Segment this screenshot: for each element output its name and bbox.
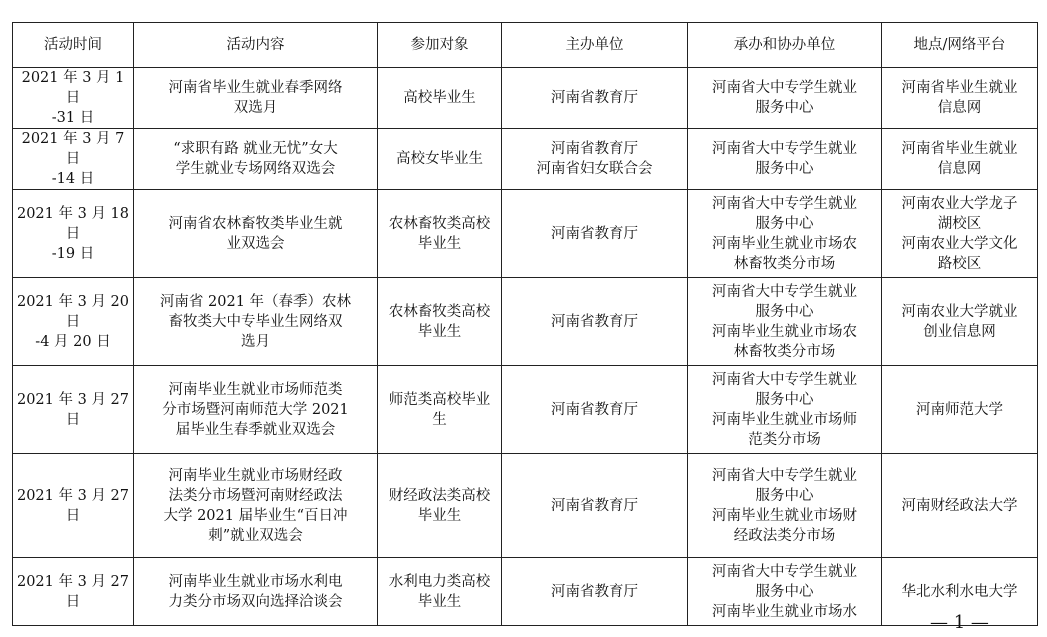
cell-participants: 农林畜牧类高校 毕业生 xyxy=(378,278,502,366)
cell-time: 2021 年 3 月 27 日 xyxy=(13,454,134,558)
cell-participants: 财经政法类高校 毕业生 xyxy=(378,454,502,558)
header-content: 活动内容 xyxy=(134,23,378,68)
cell-venue: 河南农业大学就业 创业信息网 xyxy=(882,278,1038,366)
event-schedule-table xyxy=(12,22,1038,626)
cell-participants: 师范类高校毕业 生 xyxy=(378,366,502,454)
cell-participants: 农林畜牧类高校 毕业生 xyxy=(378,190,502,278)
cell-organizers: 河南省大中专学生就业 服务中心 河南毕业生就业市场水 xyxy=(688,558,882,626)
table-row xyxy=(13,366,1038,454)
cell-venue: 华北水利水电大学 xyxy=(882,558,1038,626)
header-participants: 参加对象 xyxy=(378,23,502,68)
cell-content: 河南毕业生就业市场师范类 分市场暨河南师范大学 2021 届毕业生春季就业双选会 xyxy=(134,366,378,454)
cell-host: 河南省教育厅 xyxy=(502,278,688,366)
cell-organizers: 河南省大中专学生就业 服务中心 河南毕业生就业市场农 林畜牧类分市场 xyxy=(688,190,882,278)
cell-venue: 河南省毕业生就业 信息网 xyxy=(882,68,1038,129)
table-row xyxy=(13,129,1038,190)
cell-time: 2021 年 3 月 18 日 -19 日 xyxy=(13,190,134,278)
cell-time: 2021 年 3 月 27 日 xyxy=(13,366,134,454)
header-venue: 地点/网络平台 xyxy=(882,23,1038,68)
cell-participants: 高校女毕业生 xyxy=(378,129,502,190)
page-number: — 1 — xyxy=(930,612,989,633)
cell-host: 河南省教育厅 xyxy=(502,68,688,129)
cell-venue: 河南师范大学 xyxy=(882,366,1038,454)
table-row xyxy=(13,68,1038,129)
cell-host: 河南省教育厅 xyxy=(502,190,688,278)
cell-organizers: 河南省大中专学生就业 服务中心 xyxy=(688,68,882,129)
header-organizers: 承办和协办单位 xyxy=(688,23,882,68)
cell-content: 河南毕业生就业市场财经政 法类分市场暨河南财经政法 大学 2021 届毕业生“百日冲 刺”就业双选会 xyxy=(134,454,378,558)
cell-participants: 高校毕业生 xyxy=(378,68,502,129)
cell-content: 河南省毕业生就业春季网络 双选月 xyxy=(134,68,378,129)
cell-content: “求职有路 就业无忧”女大 学生就业专场网络双选会 xyxy=(134,129,378,190)
header-time: 活动时间 xyxy=(13,23,134,68)
cell-venue: 河南省毕业生就业 信息网 xyxy=(882,129,1038,190)
cell-host: 河南省教育厅 河南省妇女联合会 xyxy=(502,129,688,190)
cell-organizers: 河南省大中专学生就业 服务中心 河南毕业生就业市场师 范类分市场 xyxy=(688,366,882,454)
table-row xyxy=(13,558,1038,626)
cell-venue: 河南农业大学龙子 湖校区 河南农业大学文化 路校区 xyxy=(882,190,1038,278)
cell-organizers: 河南省大中专学生就业 服务中心 河南毕业生就业市场农 林畜牧类分市场 xyxy=(688,278,882,366)
cell-organizers: 河南省大中专学生就业 服务中心 xyxy=(688,129,882,190)
cell-host: 河南省教育厅 xyxy=(502,454,688,558)
table-row xyxy=(13,454,1038,558)
cell-host: 河南省教育厅 xyxy=(502,558,688,626)
cell-host: 河南省教育厅 xyxy=(502,366,688,454)
cell-organizers: 河南省大中专学生就业 服务中心 河南毕业生就业市场财 经政法类分市场 xyxy=(688,454,882,558)
cell-venue: 河南财经政法大学 xyxy=(882,454,1038,558)
cell-content: 河南省 2021 年（春季）农林 畜牧类大中专毕业生网络双 选月 xyxy=(134,278,378,366)
cell-time: 2021 年 3 月 20 日 -4 月 20 日 xyxy=(13,278,134,366)
table-header-row xyxy=(13,23,1038,68)
cell-content: 河南省农林畜牧类毕业生就 业双选会 xyxy=(134,190,378,278)
header-host: 主办单位 xyxy=(502,23,688,68)
cell-time: 2021 年 3 月 27 日 xyxy=(13,558,134,626)
cell-time: 2021 年 3 月 1 日 -31 日 xyxy=(13,68,134,129)
table-row xyxy=(13,190,1038,278)
table-row xyxy=(13,278,1038,366)
cell-content: 河南毕业生就业市场水利电 力类分市场双向选择洽谈会 xyxy=(134,558,378,626)
cell-participants: 水利电力类高校 毕业生 xyxy=(378,558,502,626)
cell-time: 2021 年 3 月 7 日 -14 日 xyxy=(13,129,134,190)
